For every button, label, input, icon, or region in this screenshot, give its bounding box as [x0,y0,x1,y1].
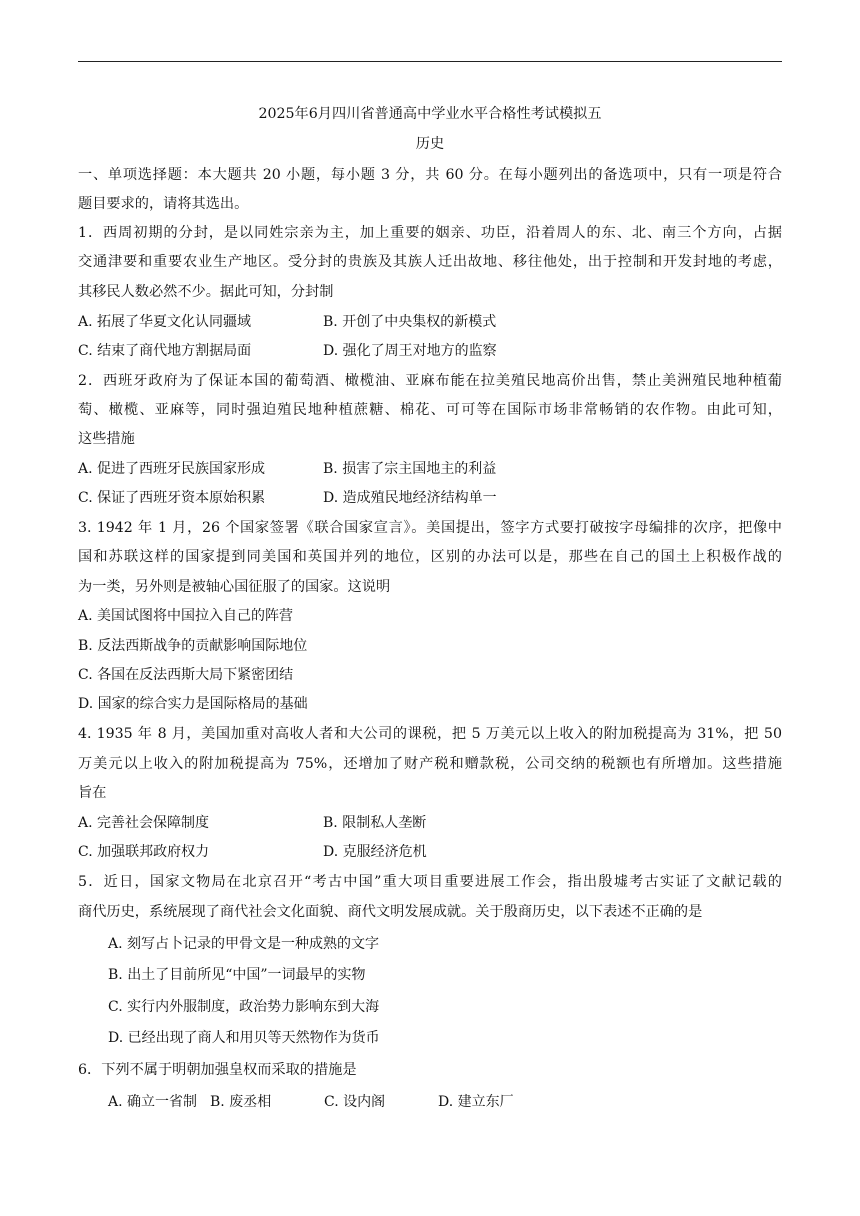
header-rule [78,61,782,62]
q6-option-d: D. 建立东厂 [438,1094,514,1110]
q5-option-c: C. 实行内外服制度，政治势力影响东到大海 [108,999,380,1015]
q5-stem-line-2: 商代历史，系统展现了商代社会文化面貌、商代文明发展成就。关于殷商历史，以下表述不正确的是 [78,904,703,920]
q3-stem-line-3: 为一类，另外则是被轴心国征服了的国家。这说明 [78,579,391,595]
q3-option-c: C. 各国在反法西斯大局下紧密团结 [78,667,294,683]
q1-stem-line-1: 1．西周初期的分封，是以同姓宗亲为主，加上重要的姻亲、功臣，沿着周人的东、北、南三个方向，占据 [78,225,782,241]
q4-stem-line-3: 旨在 [78,785,107,801]
q1-option-a: A. 拓展了华夏文化认同疆域 [78,314,252,330]
subject-title: 历史 [415,136,445,152]
q6-option-a: A. 确立一省制 [108,1094,198,1110]
q5-stem-line-1: 5．近日，国家文物局在北京召开“考古中国”重大项目重要进展工作会，指出殷墟考古实证了文献记载的 [78,874,782,890]
q3-stem-line-2: 国和苏联这样的国家提到同美国和英国并列的地位，区别的办法可以是，那些在自己的国土上积极作战的 [78,549,782,565]
q3-option-b: B. 反法西斯战争的贡献影响国际地位 [78,638,308,654]
q4-stem-line-1: 4. 1935 年 8 月，美国加重对高收人者和大公司的课税，把 5 万美元以上收入的附加税提高为 31%，把 50 [78,726,782,742]
q3-option-d: D. 国家的综合实力是国际格局的基础 [78,696,308,712]
q1-option-c: C. 结束了商代地方割据局面 [78,343,252,359]
q2-option-d: D. 造成殖民地经济结构单一 [323,490,497,506]
q2-option-a: A. 促进了西班牙民族国家形成 [78,461,266,477]
q2-stem-line-3: 这些措施 [78,431,135,447]
q2-stem-line-2: 萄、橄榄、亚麻等，同时强迫殖民地种植蔗糖、棉花、可可等在国际市场非常畅销的农作物。由此可知， [78,402,782,418]
q4-option-a: A. 完善社会保障制度 [78,815,210,831]
q2-stem-line-1: 2．西班牙政府为了保证本国的葡萄酒、橄榄油、亚麻布能在拉美殖民地高价出售，禁止美洲殖民地种植葡 [78,373,782,389]
q6-option-c: C. 设内阁 [324,1094,386,1110]
q1-stem-line-2: 交通津要和重要农业生产地区。受分封的贵族及其族人迁出故地、移往他处，出于控制和开发封地的考虑， [78,254,782,270]
q2-option-c: C. 保证了西班牙资本原始积累 [78,490,266,506]
q6-stem: 6．下列不属于明朝加强皇权而采取的措施是 [78,1062,357,1078]
section-intro-line-1: 一、单项选择题：本大题共 20 小题，每小题 3 分，共 60 分。在每小题列出的备选项中，只有一项是符合 [78,167,782,183]
q1-stem-line-3: 其移民人数必然不少。据此可知，分封制 [78,284,334,300]
q1-option-d: D. 强化了周王对地方的监察 [323,343,497,359]
q5-option-d: D. 已经出现了商人和用贝等天然物作为货币 [108,1030,380,1046]
section-intro-line-2: 题目要求的，请将其选出。 [78,196,249,212]
q4-stem-line-2: 万美元以上收入的附加税提高为 75%，还增加了财产税和赠款税，公司交纳的税额也有所增加。这些措施 [78,756,782,772]
q4-option-b: B. 限制私人垄断 [323,815,427,831]
q2-option-b: B. 损害了宗主国地主的利益 [323,461,497,477]
q4-option-d: D. 克服经济危机 [323,844,427,860]
q5-option-b: B. 出土了目前所见“中国”一词最早的实物 [108,967,366,983]
q3-stem-line-1: 3. 1942 年 1 月，26 个国家签署《联合国家宣言》。美国提出，签字方式要打破按字母编排的次序，把像中 [78,520,782,536]
q3-option-a: A. 美国试图将中国拉入自己的阵营 [78,608,294,624]
q6-option-b: B. 废丞相 [210,1094,272,1110]
exam-title: 2025年6月四川省普通高中学业水平合格性考试模拟五 [258,106,602,122]
q4-option-c: C. 加强联邦政府权力 [78,844,210,860]
q1-option-b: B. 开创了中央集权的新模式 [323,314,497,330]
q5-option-a: A. 刻写占卜记录的甲骨文是一种成熟的文字 [108,936,380,952]
